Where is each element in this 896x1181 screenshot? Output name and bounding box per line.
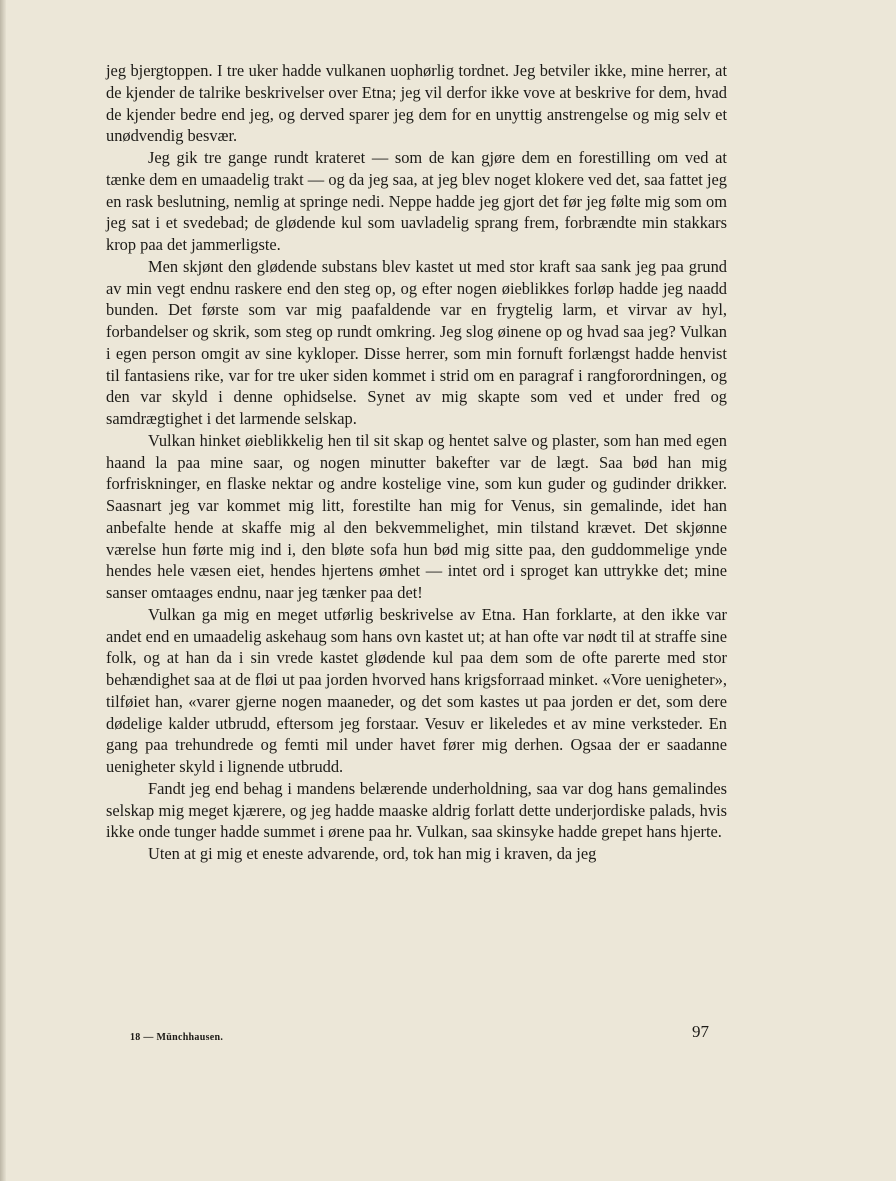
page-footer xyxy=(106,1022,709,1052)
paragraph: jeg bjergtoppen. I tre uker hadde vulkanen uophørlig tordnet. Jeg betviler ikke, mine herrer, at de kjender de talrike beskrivelser over Etna; jeg vil derfor ikke vove at beskrive for dem, hvad de kjender bedre end jeg, og derved sparer jeg dem for en unyttig anstrengelse og mig selv et unødvendig besvær. xyxy=(106,61,727,146)
paragraph: Men skjønt den glødende substans blev kastet ut med stor kraft saa sank jeg paa grund av min vegt endnu raskere end den steg op, og efter nogen øieblikkes forløp hadde jeg naadd bunden. Det første som var mig paafaldende var en frygtelig larm, et virvar av hyl, forbandelser og skrik, som steg op rundt omkring. Jeg slog øinene op og hvad saa jeg? Vulkan i egen person omgit av sine kykloper. Disse herrer, som min fornuft forlængst hadde henvist til fantasiens rike, var for tre uker siden kommet i strid om en paragraf i rangforordningen, og den var skyld i denne ophidselse. Synet av mig skapte som ved et under fred og samdrægtighet i det larmende selskap. xyxy=(106,256,727,428)
paragraph: Jeg gik tre gange rundt krateret — som de kan gjøre dem en forestilling om ved at tænke dem en umaadelig trakt — og da jeg saa, at jeg blev noget klokere ved det, saa fattet jeg en rask beslutning, nemlig at springe nedi. Neppe hadde jeg gjort det før jeg følte mig som om jeg sat i et svedebad; de glødende kul som uavladelig sprang frem, forbrændte min stakkars krop paa det jammerligste. xyxy=(106,148,727,254)
paragraph: Fandt jeg end behag i mandens belærende underholdning, saa var dog hans gemalindes selskap mig meget kjærere, og jeg hadde maaske aldrig forlatt dette underjordiske palads, hvis ikke onde tunger hadde summet i ørene paa hr. Vulkan, saa skinsyke hadde grepet hans hjerte. xyxy=(106,778,727,842)
paragraph: Vulkan hinket øieblikkelig hen til sit skap og hentet salve og plaster, som han med egen haand la paa mine saar, og nogen minutter bakefter var de lægt. Saa bød han mig forfriskninger, en flaske nektar og andre kostelige vine, som kun guder og gudinder drikker. Saasnart jeg var kommet mig litt, forestilte han mig for Venus, sin gemalinde, idet han anbefalte hende at skaffe mig al den bekvemmelighet, min tilstand krævet. Det skjønne værelse hun førte mig ind i, den bløte sofa hun bød mig sitte paa, den guddommelige ynde hendes hele væsen eiet, hendes hjertens ømhet — intet ord i sproget kan uttrykke det; mine sanser omtaages endnu, naar jeg tænker paa det! xyxy=(106,430,727,602)
page-number: 97 xyxy=(692,1022,709,1041)
paragraph: Vulkan ga mig en meget utførlig beskrivelse av Etna. Han forklarte, at den ikke var andet end en umaadelig askehaug som hans ovn kastet ut; at han ofte var nødt til at straffe sine folk, og at han da i sin vrede kastet glødende kul paa dem som de ofte parerte med stor behændighet saa at de fløi ut paa jorden hvorved hans krigsforraad minket. «Vore uenigheter», tilføiet han, «varer gjerne nogen maaneder, og det som kastes ut paa jorden er det, som dere dødelige kalder utbrudd, eftersom jeg forstaar. Vesuv er likeledes et av mine verksteder. En gang paa trehundrede og femti mil under havet fører mig derhen. Ogsaa der er saadanne uenigheter skyld i lignende utbrudd. xyxy=(106,604,727,776)
page-body xyxy=(106,60,727,865)
paragraph: Uten at gi mig et eneste advarende, ord, tok han mig i kraven, da jeg xyxy=(148,844,597,863)
printer-signature: 18 — Münchhausen. xyxy=(130,1032,224,1043)
page-edge xyxy=(0,0,6,1181)
